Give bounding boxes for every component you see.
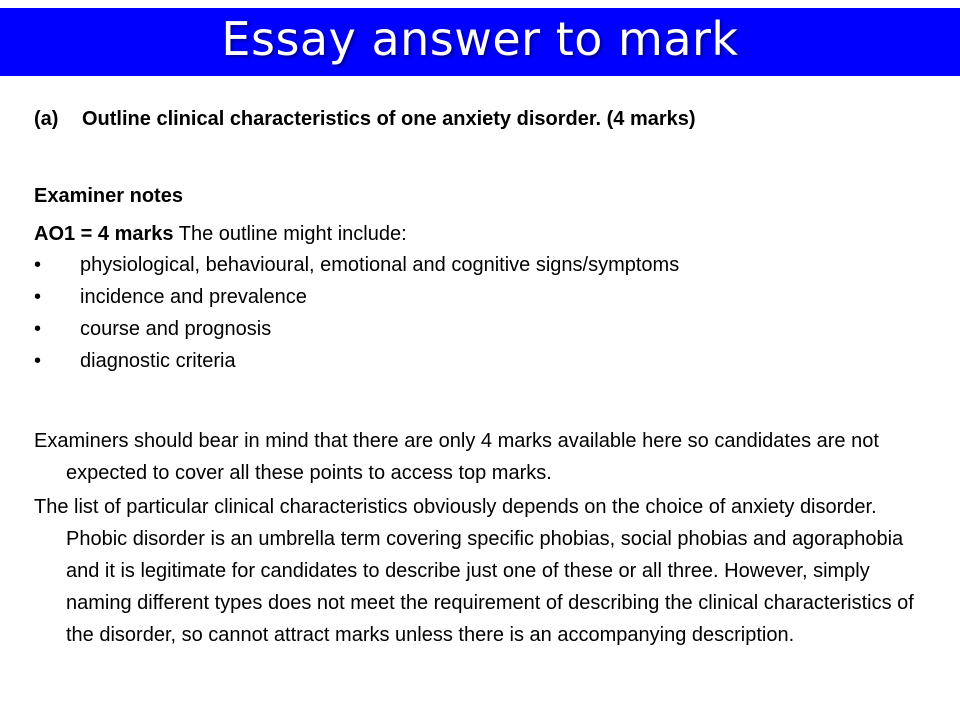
list-item [34, 286, 679, 318]
ao1-text: The outline might include: [173, 223, 407, 245]
list-item [34, 254, 679, 286]
question-text: Outline clinical characteristics of one anxiety disorder. (4 marks) [82, 108, 696, 130]
examiner-notes-heading: Examiner notes [34, 185, 183, 207]
list-item [34, 350, 679, 382]
ao1-line [34, 223, 407, 246]
list-item [34, 318, 679, 350]
list-item-text: physiological, behavioural, emotional and cognitive signs/symptoms [80, 254, 680, 276]
examiner-paragraph-1: Examiners should bear in mind that there are only 4 marks available here so candidates are not expected to cover all these points to access top marks. [34, 430, 879, 484]
bullet-icon: • [34, 254, 42, 276]
question [34, 108, 696, 131]
title-bar [0, 8, 960, 76]
slide-title: Essay answer to mark [221, 12, 739, 66]
ao1-bold: AO1 = 4 marks [34, 223, 174, 245]
question-label: (a) [34, 108, 59, 130]
examiner-paragraph-2: The list of particular clinical characteristics obviously depends on the choice of anxiety disorder. Phobic disorder is an umbrella term covering specific phobias, social phobias and agoraphobia and it is legitimate for candidates to describe just one of these or all three. However, simply naming different types does not meet the requirement of describing the clinical characteristics of the disorder, so cannot attract marks unless there is an accompanying description. [34, 496, 914, 646]
list-item-text: incidence and prevalence [80, 286, 307, 308]
criteria-list [34, 254, 679, 382]
list-item-text: diagnostic criteria [80, 350, 236, 372]
bullet-icon: • [34, 286, 42, 308]
bullet-icon: • [34, 350, 42, 372]
list-item-text: course and prognosis [80, 318, 272, 340]
bullet-icon: • [34, 318, 42, 340]
